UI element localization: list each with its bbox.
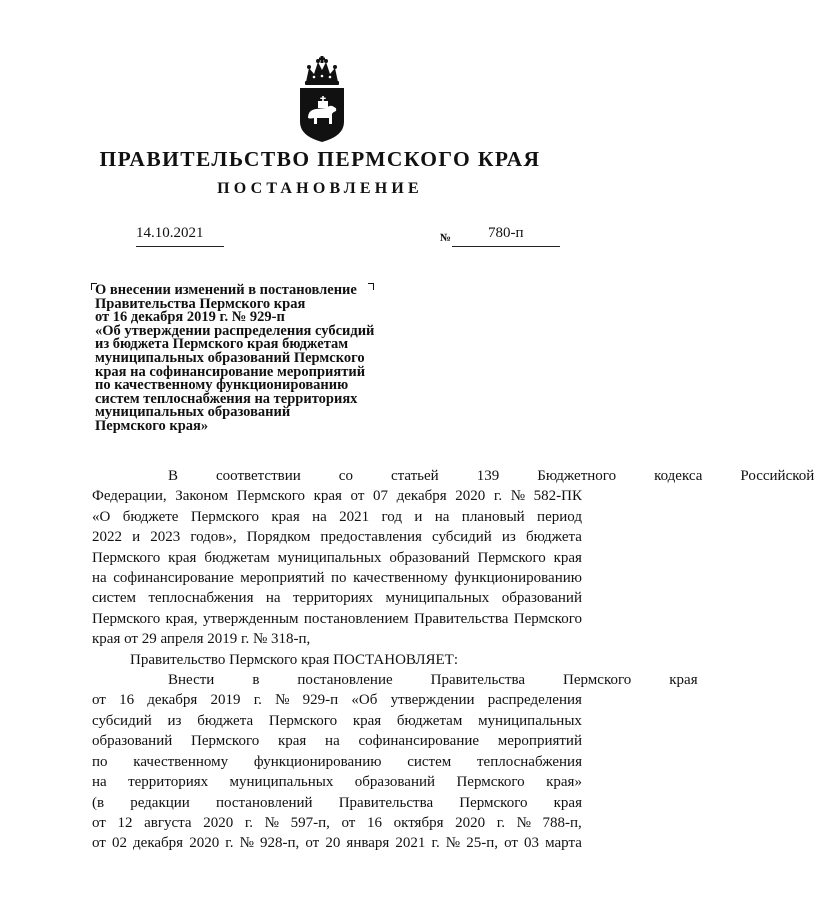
body-word: края — [669, 672, 698, 689]
body-word: от — [92, 692, 106, 709]
body-line — [92, 772, 582, 792]
body-word: 07 — [373, 488, 389, 505]
body-word: № — [510, 488, 526, 505]
body-word: Внести — [168, 672, 215, 689]
body-word: края» — [546, 774, 582, 791]
body-word: 582-ПК — [533, 488, 582, 505]
body-word: распределения — [487, 692, 582, 709]
body-line: Правительство Пермского края ПОСТАНОВЛЯЕТ: — [130, 651, 459, 668]
body-word: Пермского — [268, 712, 338, 729]
body-word: Пермского — [191, 733, 260, 750]
body-word: края, — [165, 610, 198, 627]
body-word: Пермского — [563, 672, 632, 689]
body-word: августа — [144, 814, 192, 831]
body-word: по — [331, 570, 347, 587]
body-word: год — [381, 508, 402, 525]
body-line — [92, 670, 698, 690]
number-sign: № — [440, 232, 452, 244]
body-word: на — [92, 774, 107, 791]
body-word: постановление — [297, 672, 393, 689]
body-word: края — [313, 488, 342, 505]
document-body — [92, 466, 814, 854]
body-word: края — [271, 508, 300, 525]
body-line — [92, 690, 582, 710]
body-word: края — [553, 794, 582, 811]
body-line: края от 29 апреля 2019 г. № 318-п, — [92, 631, 311, 648]
body-word: Порядком — [246, 529, 311, 546]
body-word: края — [168, 549, 197, 566]
body-word: В — [168, 468, 179, 484]
body-word: Пермского — [459, 794, 528, 811]
body-line — [92, 527, 582, 547]
body-word: г. — [493, 488, 503, 505]
body-word: качественному — [133, 753, 229, 770]
body-word: 2022 — [92, 529, 122, 546]
body-word: муниципальных — [277, 549, 382, 566]
body-word: со — [338, 468, 353, 484]
body-word: теплоснабжения — [477, 753, 582, 770]
body-word: и — [132, 529, 141, 546]
body-word: функционированию — [253, 753, 382, 770]
body-word: территориях — [128, 774, 209, 791]
subject-line: Правительства Пермского края — [95, 295, 306, 312]
body-word: края — [277, 733, 307, 750]
subject-line: от 16 декабря 2019 г. № 929-п — [95, 309, 285, 326]
body-word: и — [414, 508, 423, 525]
body-word: муниципальных — [229, 774, 334, 791]
body-word: № — [445, 835, 461, 852]
body-line — [92, 609, 582, 629]
body-word: бюджетам — [204, 549, 270, 566]
body-word: теплоснабжения — [148, 590, 254, 607]
document-type: ПОСТАНОВЛЕНИЕ — [217, 180, 423, 197]
body-word: Пермского — [190, 508, 260, 525]
body-word: 2021 — [395, 835, 426, 852]
body-word: Правительства — [413, 610, 509, 627]
body-word: Пермского — [477, 549, 546, 566]
body-line — [92, 711, 582, 731]
body-word: редакции — [130, 794, 190, 811]
body-word: 03 — [524, 835, 540, 852]
body-word: образований — [354, 774, 436, 791]
body-word: Российской — [740, 468, 814, 484]
body-word: на — [325, 733, 340, 750]
body-word: № — [275, 692, 290, 709]
subject-line: муниципальных образований Пермского — [95, 349, 365, 366]
body-word: постановлений — [215, 794, 313, 811]
body-word: 929-п — [302, 692, 339, 709]
body-word: от — [504, 835, 518, 852]
date-underline — [136, 246, 224, 247]
body-word: декабря — [147, 692, 198, 709]
body-line — [92, 507, 582, 527]
body-word: от — [305, 835, 320, 852]
body-word: января — [346, 835, 390, 852]
body-word: № — [239, 835, 254, 852]
body-line — [92, 568, 582, 588]
body-word: Пермского — [456, 774, 525, 791]
body-word: бюджета — [525, 529, 582, 546]
body-word: систем — [407, 753, 452, 770]
body-word: из — [167, 712, 182, 729]
body-word: края — [553, 549, 582, 566]
body-word: утвержденным — [203, 610, 299, 627]
body-word: г. — [431, 835, 440, 852]
body-word: бюджетам — [396, 712, 463, 729]
body-line — [92, 752, 582, 772]
body-word: бюджете — [122, 508, 179, 525]
document-subject — [95, 284, 405, 434]
body-word: утверждении — [390, 692, 475, 709]
subject-line: муниципальных образований — [95, 404, 291, 421]
subject-line: из бюджета Пермского края бюджетам — [95, 336, 349, 353]
body-word: Пермского — [513, 610, 582, 627]
body-word: образований — [389, 549, 470, 566]
body-word: территориях — [293, 590, 374, 607]
body-word: 2021 — [339, 508, 370, 525]
body-word: Пермского — [92, 549, 161, 566]
government-title: ПРАВИТЕЛЬСТВО ПЕРМСКОГО КРАЯ — [99, 147, 541, 171]
body-word: систем — [92, 590, 137, 607]
body-line — [92, 731, 582, 751]
body-word: «Об — [351, 692, 378, 709]
subject-line: О внесении изменений в постановление — [95, 282, 357, 298]
body-word: на — [312, 508, 327, 525]
body-word: г. — [496, 814, 505, 831]
body-word: октября — [393, 814, 444, 831]
subject-line: по качественному функционированию — [95, 377, 349, 394]
body-word: «О — [92, 508, 111, 525]
body-word: муниципальных — [385, 590, 490, 607]
body-word: 25-п, — [466, 835, 498, 852]
body-word: плановый — [461, 508, 525, 525]
body-word: № — [516, 814, 531, 831]
body-word: Федерации, — [92, 488, 167, 505]
body-word: годов», — [190, 529, 237, 546]
body-word: кодекса — [654, 468, 703, 484]
body-word: края — [352, 712, 382, 729]
body-word: бюджета — [197, 712, 254, 729]
body-word: 2020 — [455, 488, 486, 505]
body-word: период — [537, 508, 582, 525]
body-word: от — [350, 488, 365, 505]
body-line — [92, 466, 814, 486]
body-word: 2020 — [455, 814, 486, 831]
body-word: марта — [545, 835, 582, 852]
body-word: от — [341, 814, 356, 831]
body-line — [92, 793, 582, 813]
body-word: 2019 — [210, 692, 241, 709]
body-word: на — [434, 508, 450, 525]
body-word: субсидий — [92, 712, 152, 729]
body-word: Пермского — [92, 610, 161, 627]
body-word: 2020 — [203, 814, 234, 831]
subject-line: Пермского края» — [95, 417, 209, 434]
body-line — [92, 548, 582, 568]
body-word: № — [264, 814, 279, 831]
body-word: 788-п, — [542, 814, 582, 831]
subject-line: края на софинансирование мероприятий — [95, 363, 366, 380]
body-word: образований — [501, 590, 582, 607]
coat-of-arms-emblem — [296, 56, 348, 142]
body-line — [92, 813, 582, 833]
body-word: 16 — [119, 692, 135, 709]
body-word: из — [501, 529, 516, 546]
body-word: на — [265, 590, 281, 607]
body-word: 2023 — [150, 529, 181, 546]
body-word: софинансирование — [358, 733, 480, 750]
body-word: предоставления — [320, 529, 422, 546]
document-number: 780-п — [488, 225, 524, 241]
body-word: муниципальных — [478, 712, 582, 729]
body-line — [92, 486, 582, 506]
body-line — [92, 588, 582, 608]
body-word: на — [92, 570, 107, 587]
body-word: г. — [244, 814, 254, 831]
body-word: мероприятий — [240, 570, 325, 587]
body-word: Законом — [175, 488, 229, 505]
body-word: 597-п, — [290, 814, 330, 831]
body-word: 139 — [476, 468, 500, 484]
body-word: по — [92, 753, 108, 770]
body-word: Бюджетного — [537, 468, 617, 484]
body-word: качественному — [353, 570, 448, 587]
body-word: декабря — [133, 835, 184, 852]
body-word: от — [92, 835, 106, 852]
body-word: постановлением — [303, 610, 409, 627]
document-date: 14.10.2021 — [136, 225, 204, 241]
body-line — [92, 833, 582, 853]
body-word: статьей — [390, 468, 439, 484]
subject-line: «Об утверждении распределения субсидий — [95, 322, 375, 339]
body-word: декабря — [396, 488, 447, 505]
body-word: Правительства — [338, 794, 434, 811]
body-word: образований — [92, 733, 173, 750]
body-word: 928-п, — [260, 835, 300, 852]
body-word: мероприятий — [497, 733, 582, 750]
body-word: в — [252, 672, 260, 689]
subject-line: систем теплоснабжения на территориях — [95, 390, 358, 407]
body-word: Правительства — [430, 672, 526, 689]
body-word: субсидий — [432, 529, 492, 546]
body-word: 2020 — [189, 835, 220, 852]
body-word: соответствии — [216, 468, 301, 484]
body-word: 16 — [366, 814, 382, 831]
body-word: 02 — [111, 835, 127, 852]
body-word: функционированию — [454, 570, 582, 587]
body-word: 20 — [325, 835, 341, 852]
body-word: от — [92, 814, 106, 831]
body-word: 12 — [117, 814, 133, 831]
body-word: Пермского — [236, 488, 305, 505]
number-underline — [452, 246, 560, 247]
body-word: г. — [253, 692, 262, 709]
body-word: г. — [225, 835, 234, 852]
body-word: софинансирование — [113, 570, 234, 587]
body-word: (в — [92, 794, 105, 811]
